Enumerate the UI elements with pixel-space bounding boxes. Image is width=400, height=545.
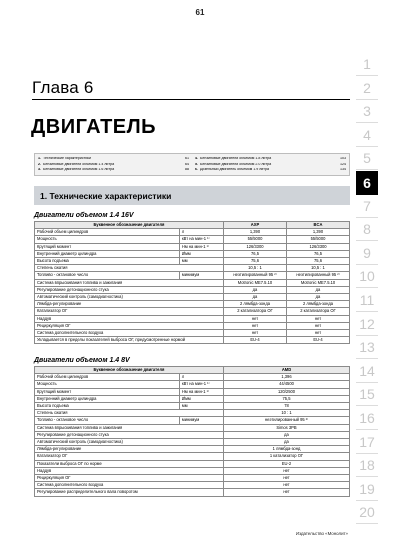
spec-value: неэтилированный 95 ²⁾ bbox=[223, 272, 286, 279]
spec-label: Система впрыскивания топлива и зажигания bbox=[35, 424, 224, 431]
spec-value: да bbox=[223, 294, 286, 301]
spec-value: 44/4500 bbox=[223, 381, 349, 388]
spec-label: Рециркуляция ОГ bbox=[35, 475, 224, 482]
toc-item-title: Технические характеристики bbox=[43, 157, 91, 161]
chapter-tab-10[interactable]: 10 bbox=[356, 265, 378, 288]
spec-label: Внутренний диаметр цилиндра bbox=[35, 250, 180, 257]
toc-item[interactable] bbox=[195, 157, 346, 161]
table-row bbox=[35, 301, 350, 308]
spec-label: Регулирование распределительного вала поворотом bbox=[35, 489, 224, 496]
table-row bbox=[35, 431, 350, 438]
spec-value: EU-4 bbox=[286, 337, 349, 344]
table-row bbox=[35, 395, 350, 402]
spec-value: 55/5000 bbox=[223, 236, 286, 243]
spec-value: 120/2500 bbox=[223, 388, 349, 395]
table1-heading: Двигатели объемом 1.4 16V bbox=[34, 212, 134, 219]
header-designation: Буквенное обозначение двигателя bbox=[35, 367, 224, 374]
toc-item-page: 88 bbox=[185, 168, 189, 172]
table-header-row bbox=[35, 367, 350, 374]
table-row bbox=[35, 410, 350, 417]
spec-value: да bbox=[286, 294, 349, 301]
table-of-contents bbox=[34, 153, 350, 176]
spec-label: Рабочий объем цилиндров bbox=[35, 374, 180, 381]
spec-value: нет bbox=[223, 467, 349, 474]
toc-item-page: 124 bbox=[340, 162, 346, 166]
spec-value: нет bbox=[223, 322, 286, 329]
spec-unit: мм bbox=[179, 258, 223, 265]
spec-label: Укладывается в пределы показателей выброса ОГ, предусмотренные нормой bbox=[35, 337, 224, 344]
toc-item-number: 2. bbox=[38, 162, 41, 166]
table-row bbox=[35, 236, 350, 243]
chapter-tab-14[interactable]: 14 bbox=[356, 360, 378, 383]
table-row bbox=[35, 453, 350, 460]
table-row bbox=[35, 265, 350, 272]
spec-label: Высота подъема bbox=[35, 403, 180, 410]
table-row bbox=[35, 403, 350, 410]
spec-unit: кВт на мин-1 ¹⁾ bbox=[179, 236, 223, 243]
chapter-tab-15[interactable]: 15 bbox=[356, 383, 378, 406]
chapter-tab-12[interactable]: 12 bbox=[356, 313, 378, 336]
spec-label: Система впрыскивания топлива и зажигания bbox=[35, 279, 224, 286]
toc-item-page: 103 bbox=[340, 157, 346, 161]
spec-value: 1,390 bbox=[286, 229, 349, 236]
table2-heading: Двигатели объемом 1.4 8V bbox=[34, 357, 130, 364]
spec-label: Лямбда-регулирование bbox=[35, 446, 224, 453]
spec-value: нет bbox=[223, 315, 286, 322]
table-row bbox=[35, 308, 350, 315]
toc-item-title: Дизельный двигатель объемом 1.9 литра bbox=[200, 168, 269, 172]
spec-value: 76,5 bbox=[286, 250, 349, 257]
chapter-tab-3[interactable]: 3 bbox=[356, 100, 378, 123]
spec-label: Лямбда-регулирование bbox=[35, 301, 224, 308]
section-header bbox=[34, 186, 350, 205]
spec-value: 2 катализатора ОГ bbox=[286, 308, 349, 315]
toc-item-number: 1. bbox=[38, 157, 41, 161]
table-row bbox=[35, 229, 350, 236]
table-row bbox=[35, 258, 350, 265]
spec-label: Наддув bbox=[35, 315, 224, 322]
toc-column-right bbox=[192, 154, 349, 175]
header-engine-code: AXP bbox=[223, 222, 286, 229]
spec-value: нет bbox=[286, 330, 349, 337]
table-row bbox=[35, 388, 350, 395]
toc-column-left bbox=[35, 154, 192, 175]
chapter-tab-6-active[interactable]: 6 bbox=[356, 171, 378, 195]
table-row bbox=[35, 446, 350, 453]
spec-table-1-4-8v bbox=[34, 366, 350, 497]
table-row bbox=[35, 439, 350, 446]
spec-value: 1,390 bbox=[223, 229, 286, 236]
spec-value: нет bbox=[286, 322, 349, 329]
spec-value: 1 лямбда-зонд bbox=[223, 446, 349, 453]
spec-unit: кВт на мин-1 ¹⁾ bbox=[179, 381, 223, 388]
spec-value: 126/3300 bbox=[223, 243, 286, 250]
chapter-tab-2[interactable]: 2 bbox=[356, 77, 378, 100]
table-row bbox=[35, 272, 350, 279]
table-row bbox=[35, 294, 350, 301]
spec-value: неэтилированный 95 ²⁾ bbox=[286, 272, 349, 279]
spec-label: Система дополнительного воздуха bbox=[35, 482, 224, 489]
table-row bbox=[35, 424, 350, 431]
toc-item-number: 3. bbox=[38, 168, 41, 172]
chapter-tab-9[interactable]: 9 bbox=[356, 242, 378, 265]
spec-value: Simos 3PB bbox=[223, 424, 349, 431]
spec-value: 1 катализатор ОГ bbox=[223, 453, 349, 460]
spec-label: Показатели выброса ОГ по норме bbox=[35, 460, 224, 467]
spec-value: 75,6 bbox=[286, 258, 349, 265]
table-row bbox=[35, 467, 350, 474]
table-row bbox=[35, 475, 350, 482]
spec-value: Motronic ME7.5.10 bbox=[286, 279, 349, 286]
toc-item[interactable] bbox=[195, 163, 346, 167]
chapter-tab-4[interactable]: 4 bbox=[356, 124, 378, 147]
table-row bbox=[35, 322, 350, 329]
chapter-tab-16[interactable]: 16 bbox=[356, 407, 378, 430]
table-row bbox=[35, 279, 350, 286]
section-title: 1. Технические характеристики bbox=[40, 190, 172, 201]
chapter-tab-1[interactable]: 1 bbox=[356, 53, 378, 76]
chapter-tab-18[interactable]: 18 bbox=[356, 454, 378, 477]
spec-label: Степень сжатия bbox=[35, 410, 224, 417]
toc-item-number: 5. bbox=[195, 162, 198, 166]
spec-value: 2 катализатора ОГ bbox=[223, 308, 286, 315]
spec-unit: Øмм bbox=[179, 395, 223, 402]
spec-value: 2 лямбда-зонда bbox=[223, 301, 286, 308]
chapter-divider bbox=[32, 99, 350, 100]
chapter-tab-8[interactable]: 8 bbox=[356, 218, 378, 241]
spec-unit: минимум bbox=[179, 272, 223, 279]
spec-label: Рециркуляция ОГ bbox=[35, 322, 224, 329]
spec-value: 2 лямбда-зонда bbox=[286, 301, 349, 308]
toc-item-title: Бензиновые двигатели объемом 2.0 литра bbox=[200, 162, 272, 166]
chapter-label: Глава 6 bbox=[32, 78, 94, 97]
spec-unit: минимум bbox=[179, 417, 223, 424]
header-designation: Буквенное обозначение двигателя bbox=[35, 222, 224, 229]
toc-item-title: Бензиновые двигатели объемом 1.6 литра bbox=[43, 168, 115, 172]
toc-item-number: 6. bbox=[195, 168, 198, 172]
toc-item-number: 4. bbox=[195, 157, 198, 161]
chapter-tab-7[interactable]: 7 bbox=[356, 195, 378, 218]
spec-value: Motronic ME7.5.10 bbox=[223, 279, 286, 286]
table-row bbox=[35, 489, 350, 496]
spec-value: нет bbox=[223, 489, 349, 496]
table-row bbox=[35, 286, 350, 293]
spec-value: неэтилированный 95 ²⁾ bbox=[223, 417, 349, 424]
chapter-tab-5[interactable]: 5 bbox=[356, 147, 378, 170]
header-engine-code: AMD bbox=[223, 367, 349, 374]
spec-unit: Нм на мин-1 ¹⁾ bbox=[179, 388, 223, 395]
spec-label: Мощность bbox=[35, 381, 180, 388]
chapter-tab-19[interactable]: 19 bbox=[356, 478, 378, 501]
spec-value: 1,396 bbox=[223, 374, 349, 381]
spec-value: да bbox=[223, 431, 349, 438]
toc-item-page: 61 bbox=[185, 157, 189, 161]
table-row bbox=[35, 460, 350, 467]
spec-label: Высота подъема bbox=[35, 258, 180, 265]
spec-label: Автоматический контроль (самодиагностика) bbox=[35, 439, 224, 446]
table-row bbox=[35, 315, 350, 322]
spec-value: нет bbox=[223, 482, 349, 489]
toc-item[interactable] bbox=[38, 157, 189, 161]
spec-label: Катализатор ОГ bbox=[35, 453, 224, 460]
toc-item-page: 134 bbox=[340, 168, 346, 172]
spec-label: Регулирование детонационного стука bbox=[35, 431, 224, 438]
spec-label: Рабочий объем цилиндров bbox=[35, 229, 180, 236]
chapter-tab-20[interactable]: 20 bbox=[356, 501, 378, 524]
spec-unit: мм bbox=[179, 403, 223, 410]
spec-unit: Øмм bbox=[179, 250, 223, 257]
spec-value: 76,5 bbox=[223, 250, 286, 257]
spec-value: нет bbox=[223, 330, 286, 337]
table-row bbox=[35, 250, 350, 257]
spec-label: Внутренний диаметр цилиндра bbox=[35, 395, 180, 402]
toc-item[interactable] bbox=[195, 168, 346, 172]
spec-value: 126/3300 bbox=[286, 243, 349, 250]
spec-value: EU-4 bbox=[223, 337, 286, 344]
spec-unit: л bbox=[179, 374, 223, 381]
toc-item-page: 64 bbox=[185, 162, 189, 166]
table-row bbox=[35, 330, 350, 337]
table-row bbox=[35, 243, 350, 250]
toc-item-title: Бензиновые двигатели объемом 1.8 литра bbox=[200, 157, 272, 161]
spec-value: EU-2 bbox=[223, 460, 349, 467]
spec-value: да bbox=[286, 286, 349, 293]
toc-item[interactable] bbox=[38, 163, 189, 167]
table-row bbox=[35, 374, 350, 381]
spec-label: Регулирование детонационного стука bbox=[35, 286, 224, 293]
spec-unit: Нм на мин-1 ¹⁾ bbox=[179, 243, 223, 250]
spec-value: 75,5 bbox=[223, 395, 349, 402]
table-header-row bbox=[35, 222, 350, 229]
spec-value: нет bbox=[286, 315, 349, 322]
spec-label: Топливо - октановое число bbox=[35, 417, 180, 424]
publisher-footer: Издательство «Монолит» bbox=[295, 531, 348, 536]
toc-item-title: Бензиновые двигатели объемом 1.4 литра bbox=[43, 162, 115, 166]
spec-unit: л bbox=[179, 229, 223, 236]
chapter-title: ДВИГАТЕЛЬ bbox=[31, 116, 157, 138]
table-row bbox=[35, 417, 350, 424]
table-row bbox=[35, 482, 350, 489]
spec-value: да bbox=[223, 286, 286, 293]
spec-label: Катализатор ОГ bbox=[35, 308, 224, 315]
chapter-tab-11[interactable]: 11 bbox=[356, 289, 378, 312]
toc-item[interactable] bbox=[38, 168, 189, 172]
spec-label: Крутящий момент bbox=[35, 243, 180, 250]
spec-label: Система дополнительного воздуха bbox=[35, 330, 224, 337]
table-row bbox=[35, 381, 350, 388]
spec-label: Крутящий момент bbox=[35, 388, 180, 395]
spec-table-1-4-16v bbox=[34, 221, 350, 344]
chapter-tab-17[interactable]: 17 bbox=[356, 431, 378, 454]
header-engine-code: BCA bbox=[286, 222, 349, 229]
spec-label: Топливо - октановое число bbox=[35, 272, 180, 279]
spec-value: 55/5000 bbox=[286, 236, 349, 243]
chapter-tab-13[interactable]: 13 bbox=[356, 336, 378, 359]
spec-label: Автоматический контроль (самодиагностика) bbox=[35, 294, 224, 301]
spec-value: да bbox=[223, 439, 349, 446]
spec-label: Мощность bbox=[35, 236, 180, 243]
table-row bbox=[35, 337, 350, 344]
spec-value: нет bbox=[223, 475, 349, 482]
spec-value: 10 : 1 bbox=[223, 410, 349, 417]
spec-label: Наддув bbox=[35, 467, 224, 474]
spec-value: 10,5 : 1 bbox=[286, 265, 349, 272]
spec-value: 75,6 bbox=[223, 258, 286, 265]
spec-value: 78 bbox=[223, 403, 349, 410]
spec-value: 10,5 : 1 bbox=[223, 265, 286, 272]
page-number: 61 bbox=[195, 8, 205, 17]
spec-label: Степень сжатия bbox=[35, 265, 224, 272]
